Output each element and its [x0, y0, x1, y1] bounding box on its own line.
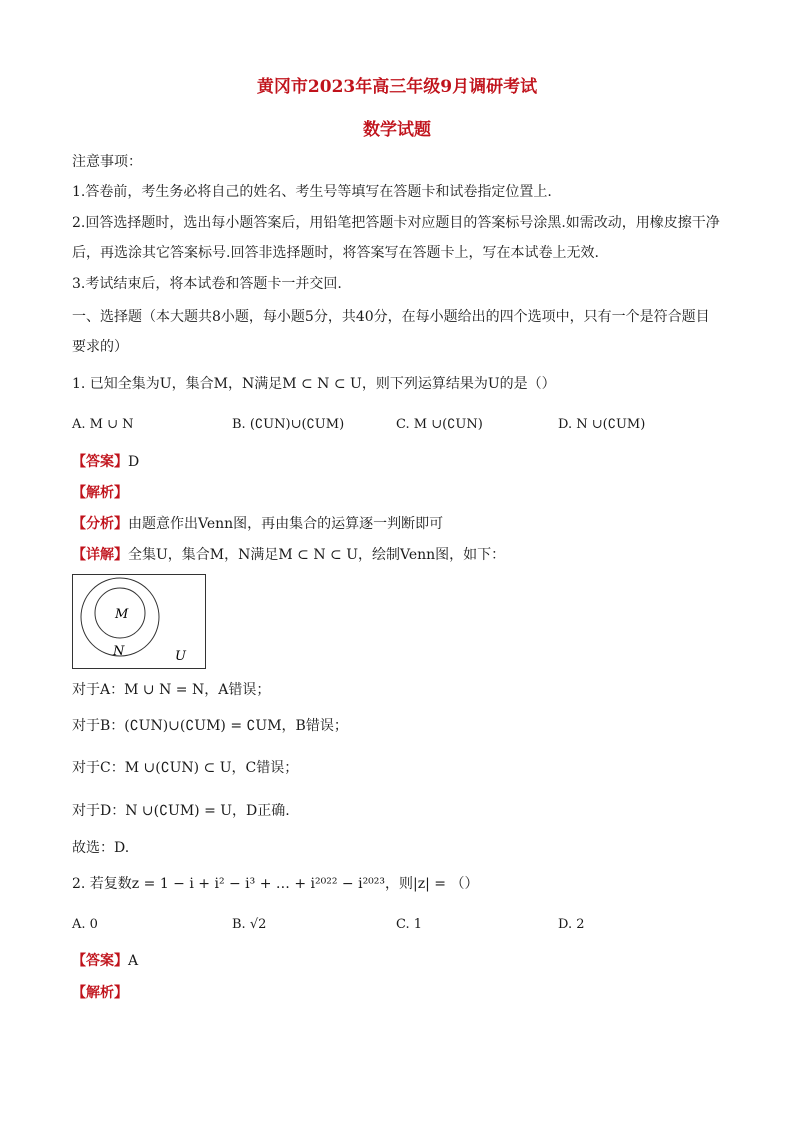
question-1-option-d: D. N ∪(∁UM) [558, 417, 646, 432]
venn-label-u: U [175, 649, 186, 664]
question-1-check-c: 对于C：M ∪(∁UN) ⊂ U，C错误； [72, 760, 299, 776]
venn-label-n: N [113, 644, 125, 659]
question-2-option-c: C. 1 [396, 917, 423, 932]
detail-text: 全集U，集合M，N满足M ⊂ N ⊂ U，绘制Venn图，如下： [128, 547, 506, 563]
notice-heading: 注意事项： [72, 154, 142, 170]
document-title: 黄冈市2023年高三年级9月调研考试 [256, 77, 538, 97]
question-1-option-b: B. (∁UN)∪(∁UM) [232, 417, 345, 432]
question-1-option-a: A. M ∪ N [72, 417, 134, 432]
question-1-fenxi [72, 514, 443, 534]
question-1-answer [72, 452, 139, 472]
question-2-option-a: A. 0 [72, 917, 98, 932]
section-1-line-1: 一、选择题（本大题共8小题，每小题5分，共40分，在每小题给出的四个选项中，只有一个是符合题目 [72, 309, 710, 325]
analysis-tag: 【解析】 [72, 985, 128, 1001]
answer-tag: 【答案】 [72, 454, 128, 470]
question-2-option-d: D. 2 [558, 917, 585, 932]
fenxi-text: 由题意作出Venn图，再由集合的运算逐一判断即可 [128, 516, 444, 532]
analysis-tag: 【解析】 [72, 485, 128, 501]
question-1-choose: 故选：D. [72, 840, 130, 856]
venn-diagram-svg [73, 575, 205, 668]
question-2-option-b: B. √2 [232, 917, 267, 932]
detail-tag: 【详解】 [72, 547, 128, 563]
answer-tag: 【答案】 [72, 953, 128, 969]
notice-item-3: 3.考试结束后，将本试卷和答题卡一并交回. [72, 276, 342, 292]
question-2-stem: 2. 若复数z = 1 − i + i² − i³ + … + i²⁰²² − i²⁰²³，则|z| = （） [72, 876, 479, 892]
document-subtitle: 数学试题 [363, 120, 431, 140]
answer-value: A [128, 953, 139, 969]
answer-value: D [128, 454, 140, 470]
section-1-line-2: 要求的） [72, 339, 128, 355]
fenxi-tag: 【分析】 [72, 516, 128, 532]
question-1-check-b: 对于B：(∁UN)∪(∁UM) = ∁UM，B错误； [72, 718, 348, 734]
question-1-check-a: 对于A：M ∪ N = N，A错误； [72, 682, 271, 698]
venn-label-m: M [115, 607, 129, 622]
notice-item-2-line-2: 后，再选涂其它答案标号.回答非选择题时，将答案写在答题卡上，写在本试卷上无效. [72, 245, 599, 261]
question-1-stem: 1. 已知全集为U，集合M，N满足M ⊂ N ⊂ U，则下列运算结果为U的是（） [72, 376, 556, 392]
question-1-check-d: 对于D：N ∪(∁UM) = U，D正确. [72, 803, 290, 819]
question-1-detail [72, 545, 505, 565]
question-1-option-c: C. M ∪(∁UN) [396, 417, 483, 432]
question-2-answer [72, 951, 138, 971]
venn-diagram [72, 574, 206, 669]
question-2-analysis-heading [72, 983, 128, 1003]
notice-item-2-line-1: 2.回答选择题时，选出每小题答案后，用铅笔把答题卡对应题目的答案标号涂黑.如需改动，用橡皮擦干净 [72, 215, 720, 231]
notice-item-1: 1.答卷前，考生务必将自己的姓名、考生号等填写在答题卡和试卷指定位置上. [72, 184, 552, 200]
question-1-analysis-heading [72, 483, 128, 503]
